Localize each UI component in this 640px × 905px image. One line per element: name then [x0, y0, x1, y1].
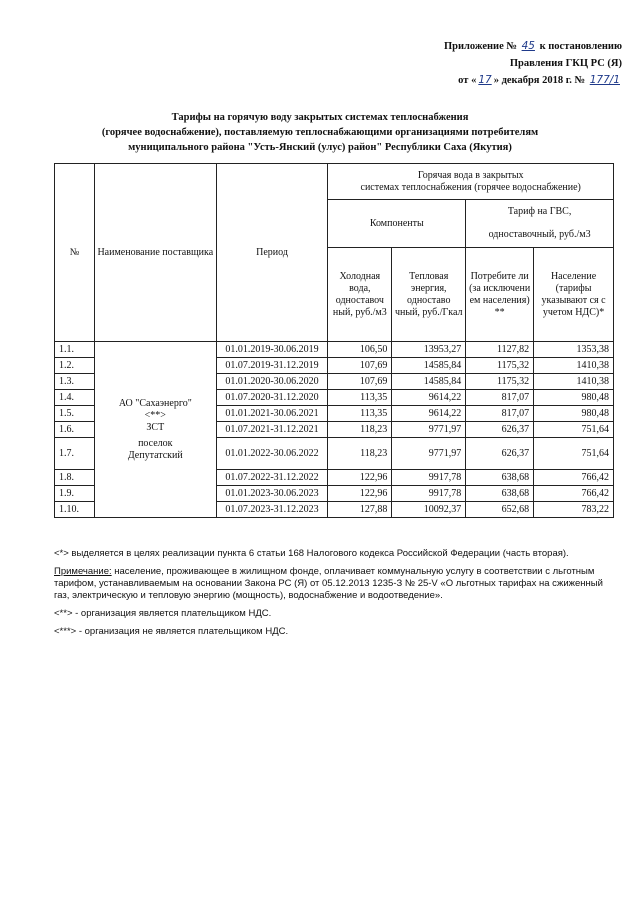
- row-consumers: 1175,32: [466, 374, 534, 390]
- row-cold-water: 127,88: [328, 502, 392, 518]
- row-period: 01.01.2020-30.06.2020: [216, 374, 328, 390]
- row-heat-energy: 14585,84: [392, 358, 466, 374]
- row-cold-water: 118,23: [328, 422, 392, 438]
- row-period: 01.07.2021-31.12.2021: [216, 422, 328, 438]
- row-heat-energy: 13953,27: [392, 342, 466, 358]
- row-period: 01.01.2023-30.06.2023: [216, 486, 328, 502]
- row-consumers: 1175,32: [466, 358, 534, 374]
- row-heat-energy: 9917,78: [392, 470, 466, 486]
- appendix-label: Приложение №: [443, 41, 517, 52]
- row-number: 1.4.: [55, 390, 95, 406]
- row-consumers: 652,68: [466, 502, 534, 518]
- row-consumers: 638,68: [466, 486, 534, 502]
- row-heat-energy: 9614,22: [392, 406, 466, 422]
- supplier-line-3: ЗСТ: [146, 421, 165, 433]
- row-consumers: 817,07: [466, 390, 534, 406]
- row-period: 01.01.2021-30.06.2021: [216, 406, 328, 422]
- row-period: 01.01.2022-30.06.2022: [216, 438, 328, 470]
- row-number: 1.7.: [55, 438, 95, 470]
- resolution-number: 177/1: [589, 74, 620, 86]
- row-cold-water: 107,69: [328, 358, 392, 374]
- row-population: 1410,38: [534, 374, 614, 390]
- header-components: Компоненты: [328, 200, 466, 248]
- header-consumers: Потребите ли (за исключени ем населения) **: [466, 248, 534, 342]
- row-cold-water: 113,35: [328, 406, 392, 422]
- row-population: 1353,38: [534, 342, 614, 358]
- note-non-vat-payer: <***> - организация не является плательщиком НДС.: [54, 626, 289, 637]
- row-heat-energy: 9917,78: [392, 486, 466, 502]
- row-population: 980,48: [534, 390, 614, 406]
- header-no: №: [55, 164, 95, 342]
- group-line-1: Горячая вода в закрытых: [417, 169, 524, 181]
- row-period: 01.07.2020-31.12.2020: [216, 390, 328, 406]
- note-vat: <*> выделяется в целях реализации пункта 6 статьи 168 Налогового кодекса Российской Федерации (часть вторая).: [54, 548, 569, 559]
- row-number: 1.5.: [55, 406, 95, 422]
- row-heat-energy: 14585,84: [392, 374, 466, 390]
- row-number: 1.10.: [55, 502, 95, 518]
- supplier-line-5: Депутатский: [127, 449, 183, 461]
- row-number: 1.2.: [55, 358, 95, 374]
- row-number: 1.6.: [55, 422, 95, 438]
- row-cold-water: 122,96: [328, 486, 392, 502]
- row-heat-energy: 9614,22: [392, 390, 466, 406]
- header-period: Период: [216, 164, 328, 342]
- row-cold-water: 122,96: [328, 470, 392, 486]
- document-title: [60, 110, 580, 155]
- date-middle: » декабря 2018 г. №: [493, 75, 586, 86]
- date-day: 17: [478, 74, 492, 86]
- tariff-table: [54, 163, 614, 518]
- title-line-3: муниципального района "Усть-Янский (улус) район" Республики Саха (Якутия): [128, 142, 512, 153]
- header-gvs-title: Тариф на ГВС,: [466, 200, 614, 224]
- row-number: 1.1.: [55, 342, 95, 358]
- header-gvs-subtitle: одноставочный, руб./м3: [466, 224, 614, 248]
- row-consumers: 817,07: [466, 406, 534, 422]
- row-population: 1410,38: [534, 358, 614, 374]
- note-remark: [54, 566, 614, 602]
- row-consumers: 1127,82: [466, 342, 534, 358]
- header-supplier: Наименование поставщика: [94, 164, 216, 342]
- header-population: Население (тарифы указывают ся с учетом НДС)*: [534, 248, 614, 342]
- row-population: 783,22: [534, 502, 614, 518]
- note-remark-label: Примечание:: [54, 566, 112, 577]
- header-hot-water-group: [328, 164, 614, 200]
- row-population: 751,64: [534, 438, 614, 470]
- supplier-line-2: <**>: [144, 409, 166, 421]
- table-row: [55, 342, 614, 358]
- row-cold-water: 107,69: [328, 374, 392, 390]
- row-consumers: 638,68: [466, 470, 534, 486]
- row-period: 01.07.2022-31.12.2022: [216, 470, 328, 486]
- supplier-line-4: поселок: [138, 437, 173, 449]
- header-heat-energy: Тепловая энергия, одноставо чный, руб./Гкал: [392, 248, 466, 342]
- row-population: 766,42: [534, 486, 614, 502]
- notes: [54, 548, 614, 644]
- supplier-cell: [94, 342, 216, 518]
- row-heat-energy: 10092,37: [392, 502, 466, 518]
- row-number: 1.9.: [55, 486, 95, 502]
- row-heat-energy: 9771,97: [392, 438, 466, 470]
- row-cold-water: 113,35: [328, 390, 392, 406]
- row-period: 01.01.2019-30.06.2019: [216, 342, 328, 358]
- row-period: 01.07.2023-31.12.2023: [216, 502, 328, 518]
- header-line-board: Правления ГКЦ РС (Я): [509, 58, 622, 69]
- row-consumers: 626,37: [466, 438, 534, 470]
- row-number: 1.3.: [55, 374, 95, 390]
- note-remark-text: население, проживающее в жилищном фонде, оплачивает коммунальную услугу в соответствии с льготным тарифом, устанавливаемым на основании Закона РС (Я) от 05.12.2013 1235-З № 25-V «О льготных тарифах на сжиженный газ, электрическую и тепловую энергию (мощность), водоснабжение и водоотведение».: [54, 566, 603, 601]
- row-period: 01.07.2019-31.12.2019: [216, 358, 328, 374]
- row-cold-water: 106,50: [328, 342, 392, 358]
- row-number: 1.8.: [55, 470, 95, 486]
- row-population: 980,48: [534, 406, 614, 422]
- header-cold-water: Холодная вода, одноставоч ный, руб./м3: [328, 248, 392, 342]
- row-population: 766,42: [534, 470, 614, 486]
- row-cold-water: 118,23: [328, 438, 392, 470]
- date-prefix: от «: [458, 75, 477, 86]
- title-line-2: (горячее водоснабжение), поставляемую теплоснабжающими организациями потребителям: [101, 127, 539, 138]
- note-vat-payer: <**> - организация является плательщиком НДС.: [54, 608, 272, 619]
- header-line-appendix: [444, 38, 622, 55]
- title-line-1: Тарифы на горячую воду закрытых системах теплоснабжения: [171, 112, 469, 123]
- row-population: 751,64: [534, 422, 614, 438]
- document-header: [444, 38, 622, 89]
- supplier-line-1: АО "Сахаэнерго": [118, 397, 192, 409]
- row-consumers: 626,37: [466, 422, 534, 438]
- appendix-number: 45: [521, 40, 535, 52]
- appendix-suffix: к постановлению: [539, 41, 622, 52]
- header-line-date: [444, 72, 622, 89]
- row-heat-energy: 9771,97: [392, 422, 466, 438]
- group-line-2: системах теплоснабжения (горячее водоснабжение): [360, 181, 581, 193]
